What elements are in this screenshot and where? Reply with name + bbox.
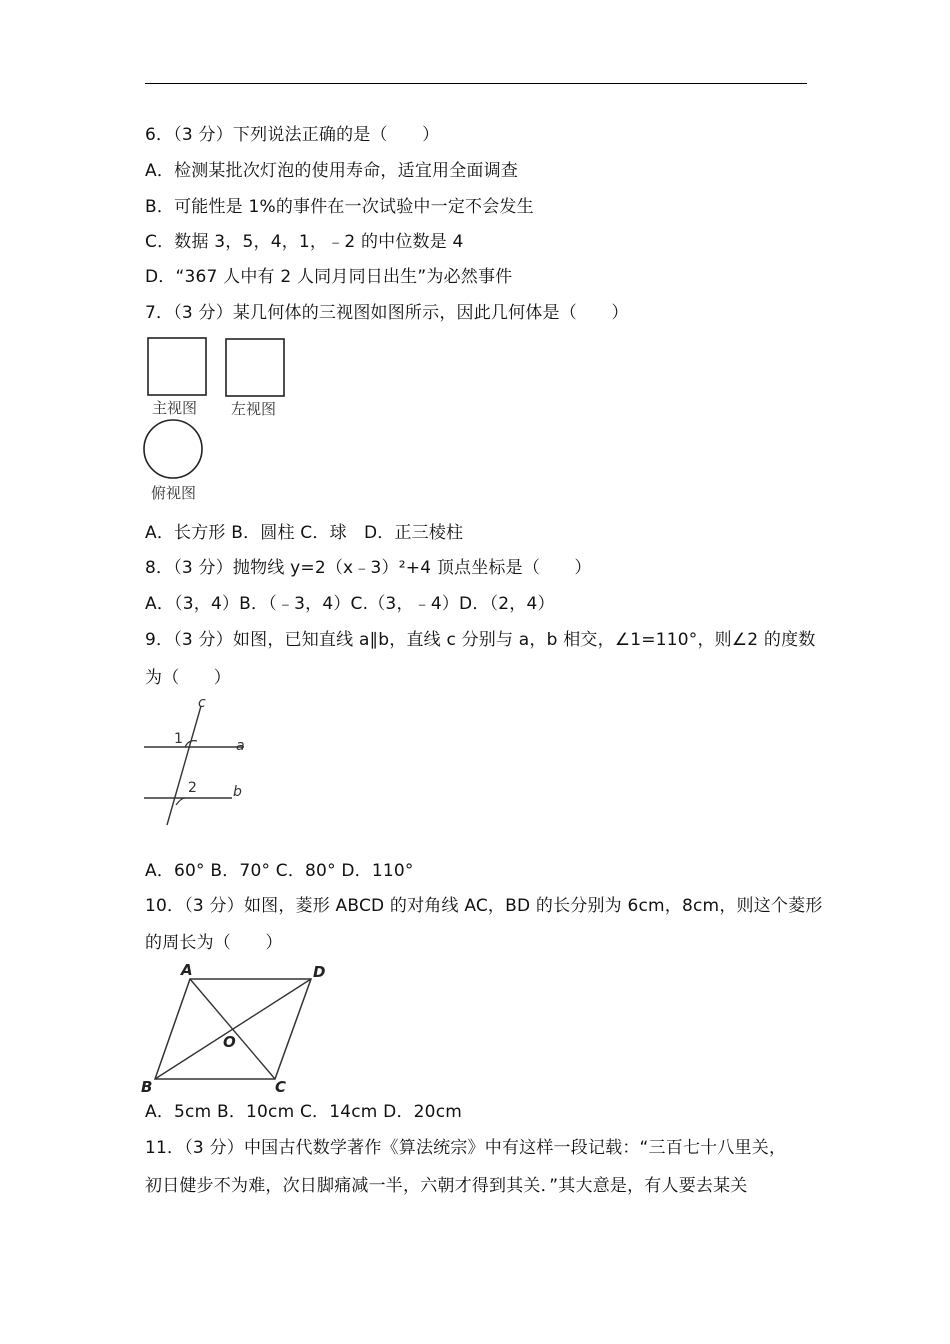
rhombus-figure xyxy=(138,960,338,1094)
label-b: b xyxy=(233,784,242,800)
q7-options: A．长方形 B．圆柱 C．球 D．正三棱柱 xyxy=(145,523,464,543)
line-c xyxy=(167,706,201,825)
q9-stem-line1: 9．（3 分）如图，已知直线 a∥b，直线 c 分别与 a，b 相交，∠1=110°，则∠2 的度数 xyxy=(145,630,816,650)
left-view-label: 左视图 xyxy=(231,400,277,418)
header-rule xyxy=(145,83,807,84)
q6-option-b: B．可能性是 1%的事件在一次试验中一定不会发生 xyxy=(145,197,534,217)
label-angle-1: 1 xyxy=(174,731,183,747)
q6-stem: 6．（3 分）下列说法正确的是（ ） xyxy=(145,125,440,145)
parallel-lines-figure xyxy=(140,694,260,829)
diagonal-bd xyxy=(155,979,311,1079)
three-views-figure xyxy=(140,334,300,506)
front-view-square xyxy=(148,338,206,395)
angle-1-arc xyxy=(185,741,197,747)
center-label-o: O xyxy=(223,1033,236,1051)
q9-stem-line2: 为（ ） xyxy=(145,668,231,688)
q8-options: A．（3，4）B．（﹣3，4）C.（3，﹣4）D．（2，4） xyxy=(145,594,555,614)
q6-option-c: C．数据 3，5，4，1，﹣2 的中位数是 4 xyxy=(145,232,464,252)
top-view-circle xyxy=(144,420,202,478)
vertex-label-b: B xyxy=(141,1078,153,1094)
label-c: c xyxy=(198,695,206,711)
q8-stem: 8．（3 分）抛物线 y=2（x﹣3）²+4 顶点坐标是（ ） xyxy=(145,558,592,578)
vertex-label-c: C xyxy=(275,1078,287,1094)
vertex-label-d: D xyxy=(313,963,326,981)
q6-option-d: D．“367 人中有 2 人同月同日出生”为必然事件 xyxy=(145,267,513,287)
q11-stem-line1: 11．（3 分）中国古代数学著作《算法统宗》中有这样一段记载：“三百七十八里关， xyxy=(145,1138,787,1158)
q10-stem-line1: 10．（3 分）如图，菱形 ABCD 的对角线 AC，BD 的长分别为 6cm，8cm，则这个菱形 xyxy=(145,896,823,916)
q9-options: A．60° B．70° C．80° D．110° xyxy=(145,861,414,881)
left-view-square xyxy=(226,339,284,396)
q6-option-a: A．检测某批次灯泡的使用寿命，适宜用全面调查 xyxy=(145,161,519,181)
vertex-label-a: A xyxy=(181,961,193,979)
front-view-label: 主视图 xyxy=(152,399,198,417)
q7-stem: 7．（3 分）某几何体的三视图如图所示，因此几何体是（ ） xyxy=(145,303,629,323)
angle-2-arc xyxy=(176,798,185,805)
q11-stem-line2: 初日健步不为难，次日脚痛减一半，六朝才得到其关．”其大意是，有人要去某关 xyxy=(145,1176,748,1196)
label-angle-2: 2 xyxy=(188,780,197,796)
q10-options: A．5cm B．10cm C．14cm D．20cm xyxy=(145,1102,463,1122)
q10-stem-line2: 的周长为（ ） xyxy=(145,933,283,953)
label-a: a xyxy=(236,738,245,754)
top-view-label: 俯视图 xyxy=(151,484,197,502)
